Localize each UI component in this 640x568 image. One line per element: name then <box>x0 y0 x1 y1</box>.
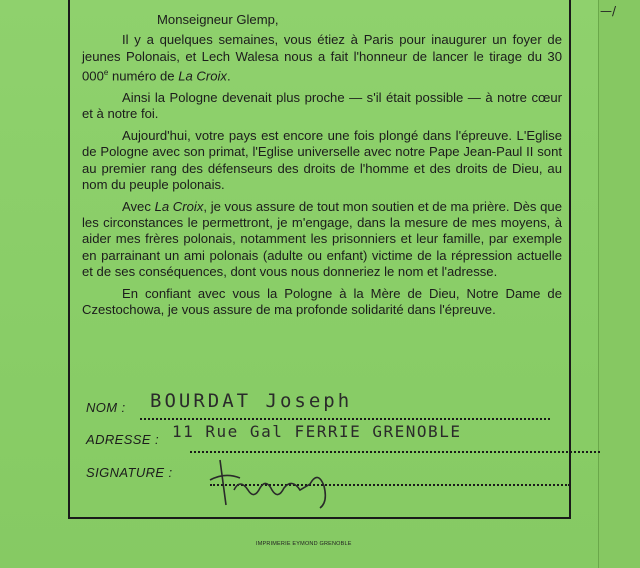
adresse-field[interactable] <box>86 432 186 454</box>
adresse-handwritten-value: 11 Rue Gal FERRIE GRENOBLE <box>172 422 462 441</box>
paragraph-4: Avec La Croix, je vous assure de tout mon soutien et de ma prière. Dès que les circonstances le permettront, je m'engage, dans la mesure de mes moyens, à aider mes frères polonais, notamment les prisonniers et leur famille, par exemple en parrainant un ami polonais (adulte ou enfant) victime de la répression actuelle et de ses conséquences, dont vous nous donneriez le nom et l'adresse. <box>82 198 562 280</box>
salutation: Monseigneur Glemp, <box>157 12 279 27</box>
printer-credit: IMPRIMERIE EYMOND GRENOBLE <box>256 541 352 547</box>
paragraph-3: Aujourd'hui, votre pays est encore une fois plongé dans l'épreuve. L'Eglise de Pologne avec son primat, l'Eglise universelle avec notre Pape Jean-Paul II sont au premier rang des défenseurs des droits de l'homme et des droits de Dieu, au nom du peuple polonais. <box>82 128 562 193</box>
adjacent-sheet-edge <box>598 0 640 568</box>
signature-field[interactable] <box>86 465 186 487</box>
corner-pen-mark: —/ <box>600 4 617 18</box>
letter-body <box>82 12 562 324</box>
adresse-label: ADRESSE : <box>86 432 159 447</box>
signature-scribble <box>200 450 360 510</box>
nom-label: NOM : <box>86 400 126 415</box>
paragraph-2: Ainsi la Pologne devenait plus proche — s'il était possible — à notre cœur et à notre foi. <box>82 90 562 122</box>
nom-dotted-line <box>140 416 550 420</box>
nom-handwritten-value: BOURDAT Joseph <box>150 390 353 412</box>
signature-label: SIGNATURE : <box>86 465 173 480</box>
paragraph-1: Il y a quelques semaines, vous étiez à Paris pour inaugurer un foyer de jeunes Polonais, et Lech Walesa nous a fait l'honneur de lancer le tirage du 30 000e numéro de La Croix. <box>82 32 562 84</box>
paragraph-5: En confiant avec vous la Pologne à la Mère de Dieu, Notre Dame de Czestochowa, je vous assure de ma profonde solidarité dans l'épreuve. <box>82 285 562 318</box>
